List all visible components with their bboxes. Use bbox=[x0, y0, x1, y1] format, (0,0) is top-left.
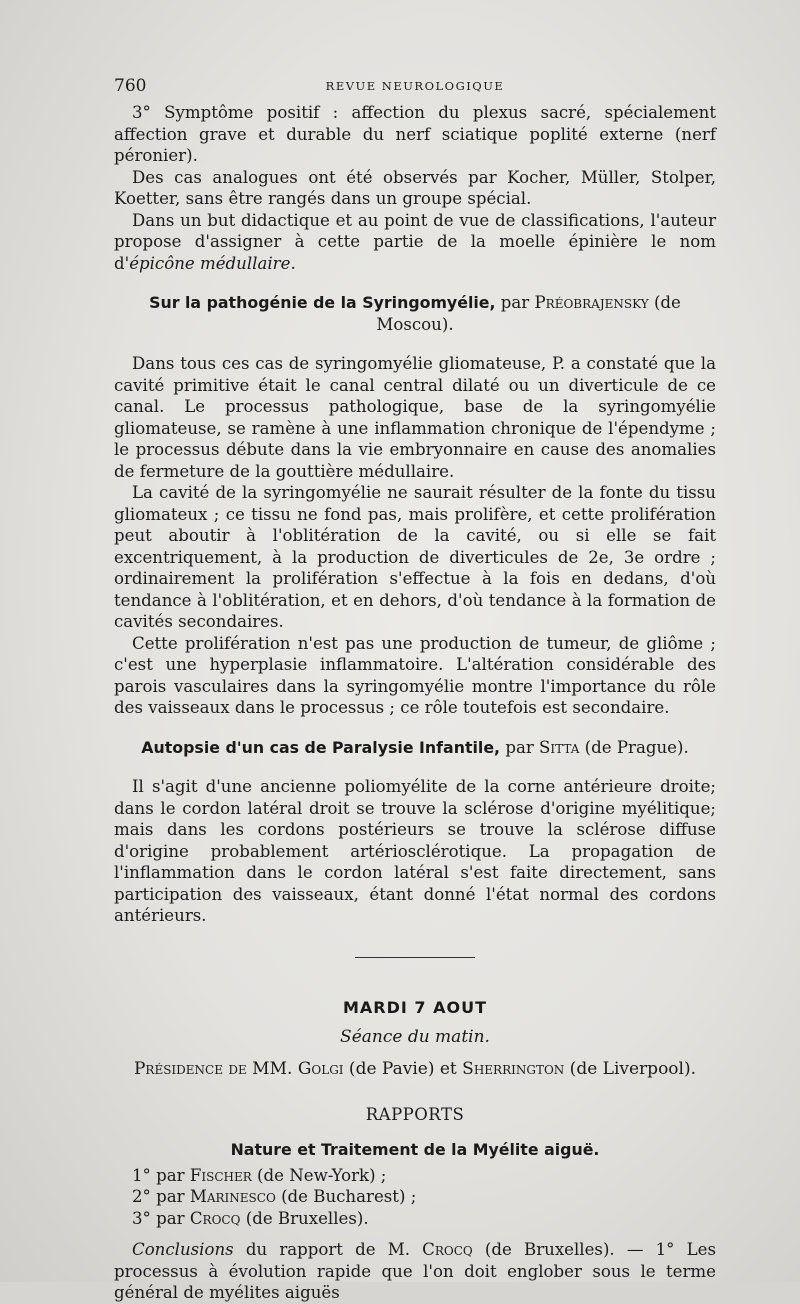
reporter-item bbox=[114, 1208, 716, 1230]
presidence-line bbox=[114, 1059, 716, 1079]
section-2-par: par bbox=[500, 737, 540, 757]
section-1-heading: Sur la pathogénie de la Syringomyélie, bbox=[149, 293, 496, 312]
reporter-item bbox=[114, 1186, 716, 1208]
day-title: MARDI 7 AOUT bbox=[342, 997, 488, 1017]
president-1-place: (de Pavie) et bbox=[343, 1058, 463, 1079]
intro-paragraph-3 bbox=[114, 210, 716, 275]
running-head bbox=[114, 76, 716, 102]
president-2-name: Sherrington bbox=[462, 1058, 565, 1079]
reporter-name: Crocq bbox=[189, 1208, 241, 1228]
presidence-label: Présidence de bbox=[133, 1058, 247, 1079]
reporter-num: 2° par bbox=[132, 1187, 190, 1206]
seance-subtitle: Séance du matin. bbox=[340, 1026, 490, 1047]
section-1-par: par bbox=[495, 293, 535, 312]
reporter-num: 3° par bbox=[132, 1208, 190, 1228]
presidence-mm: MM. bbox=[246, 1058, 298, 1079]
section-2-heading: Autopsie d'un cas de Paralysie Infantile, bbox=[141, 737, 501, 757]
section-1-author: Préobrajensky bbox=[534, 293, 649, 312]
section-2-place: (de Prague). bbox=[579, 737, 689, 757]
intro-p3-end: . bbox=[290, 253, 296, 273]
section-2-author: Sitta bbox=[539, 737, 580, 757]
reporter-place: (de New-York) ; bbox=[251, 1165, 387, 1185]
section-2-paragraph-1: Il s'agit d'une ancienne poliomyélite de la corne antérieure droite; dans le cordon latéral droit se trouve la sclérose d'origine myélitique; mais dans les cordons postérieurs se trouve la sclérose diffuse d'origine probablement artériosclérotique. La propagation de l'inflammation dans le cordon latéral s'est faite directement, sans participation des vaisseaux, étant donné l'état normal des cordons antérieurs. bbox=[114, 777, 716, 925]
reporter-place: (de Bucharest) ; bbox=[275, 1187, 417, 1206]
journal-title: REVUE NEUROLOGIQUE bbox=[325, 79, 505, 93]
rapports-title: Nature et Traitement de la Myélite aiguë. bbox=[230, 1139, 600, 1159]
reporters-list bbox=[114, 1165, 716, 1230]
rapports-label: RAPPORTS bbox=[365, 1104, 465, 1124]
conclusions-text-2: (de Bruxelles). — 1° Les processus à évolution rapide que l'on doit englober sous le terme général de myélites aiguës bbox=[114, 1240, 716, 1302]
section-1-place: (de Moscou). bbox=[376, 293, 681, 334]
section-2-title bbox=[114, 737, 716, 759]
section-1-paragraph-2: La cavité de la syringomyélie ne saurait résulter de la fonte du tissu gliomateux ; ce tissu ne fond pas, mais prolifère, et cette prolifération peut aboutir à l'oblitération de la cavité, ou si elle se fait excentriquement, à la production de diverticules de 2e, 3e ordre ; ordinairement la prolifération s'effectue à la fois en dedans, d'où tendance à l'oblitération, et en dehors, d'où tendance à la formation de cavités secondaires. bbox=[114, 483, 716, 631]
conclusions-text-1: du rapport de M. bbox=[233, 1240, 423, 1259]
reporter-item bbox=[114, 1165, 716, 1187]
conclusions-label: Conclusions bbox=[132, 1240, 234, 1259]
conclusions-paragraph bbox=[114, 1239, 716, 1304]
reporter-num: 1° par bbox=[132, 1165, 190, 1185]
intro-p3-italic: épicône médullaire bbox=[129, 253, 291, 273]
page-number: 760 bbox=[114, 76, 147, 96]
intro-paragraph-2: Des cas analogues ont été observés par Kocher, Müller, Stolper, Koetter, sans être rangés dans un groupe spécial. bbox=[114, 167, 716, 208]
conclusions-name: Crocq bbox=[422, 1240, 473, 1259]
section-1-paragraph-1: Dans tous ces cas de syringomyélie gliomateuse, P. a constaté que la cavité primitive était le canal central dilaté ou un diverticule de ce canal. Le processus pathologique, base de la syringomyélie gliomateuse, se ramène à une inflammation chronique de l'épendyme ; le processus débute dans la vie embryonnaire en cause des anomalies de fermeture de la gouttière médullaire. bbox=[114, 354, 716, 481]
reporter-place: (de Bruxelles). bbox=[240, 1208, 369, 1228]
section-1-paragraph-3: Cette prolifération n'est pas une production de tumeur, de gliôme ; c'est une hyperplasie inflammatoire. L'altération considérable des parois vasculaires dans la syringomyélie montre l'importance du rôle des vaisseaux dans le processus ; ce rôle toutefois est secondaire. bbox=[114, 633, 716, 717]
president-2-place: (de Liverpool). bbox=[564, 1058, 697, 1079]
section-1-title bbox=[114, 292, 716, 335]
divider-rule bbox=[355, 957, 475, 958]
reporter-name: Fischer bbox=[189, 1165, 252, 1185]
intro-paragraph-1: 3° Symptôme positif : affection du plexus sacré, spécialement affection grave et durable du nerf sciatique poplité externe (nerf péronier). bbox=[114, 103, 716, 165]
president-1-name: Golgi bbox=[297, 1058, 344, 1079]
reporter-name: Marinesco bbox=[189, 1187, 276, 1206]
intro-p3-text: Dans un but didactique et au point de vue de classifications, l'auteur propose d'assigner à cette partie de la moelle épinière le nom d' bbox=[114, 210, 716, 273]
